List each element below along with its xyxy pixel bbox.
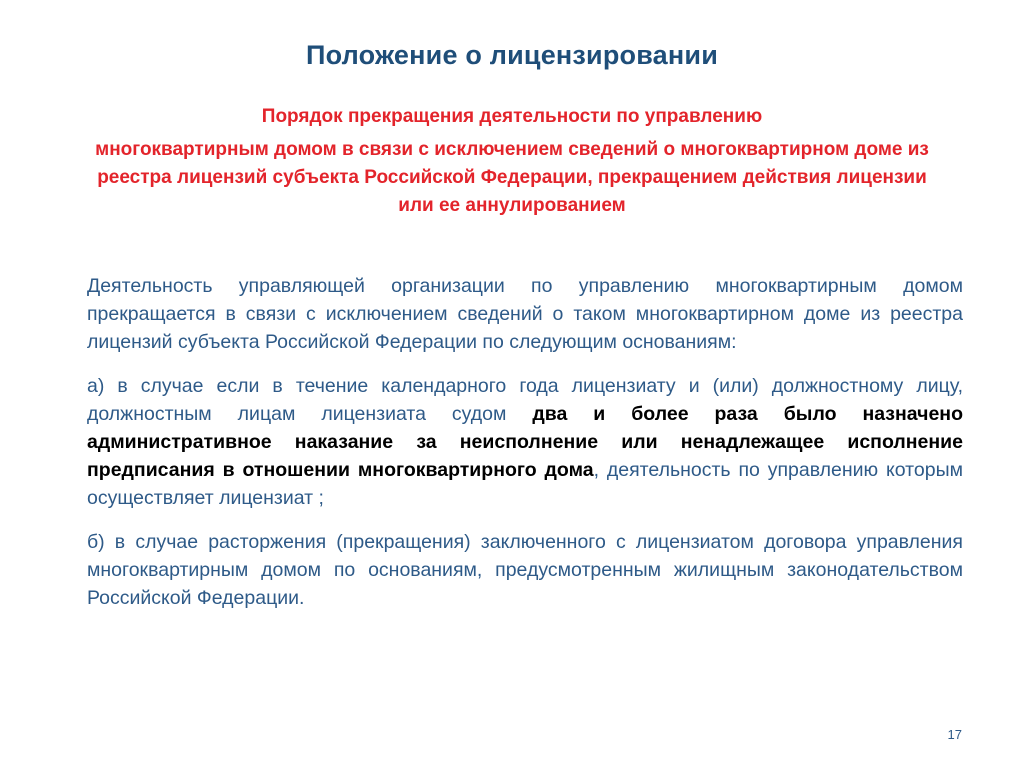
slide-body (87, 272, 963, 612)
paragraph-a-suffix: , деятельность по управлению которым осуществляет лицензиат ; (87, 459, 964, 509)
page-number: 17 (947, 727, 962, 742)
slide-subtitle (90, 101, 934, 220)
paragraph-intro: Деятельность управляющей организации по управлению многоквартирным домом прекращается в связи с исключением сведений о таком многоквартирном доме из реестра лицензий субъекта Российской Федерации по следующим основаниям: (87, 275, 963, 353)
paragraph-b: б) в случае расторжения (прекращения) заключенного с лицензиатом договора управления многоквартирным домом по основаниям, предусмотренным жилищным законодательством Российской Федерации. (87, 531, 963, 609)
slide-title: Положение о лицензировании (305, 40, 719, 70)
paragraph-a (87, 372, 963, 512)
paragraph-a-prefix: а) в случае если в течение календарного года лицензиату и (или) должностному лицу, должностным лицам лицензиата судом (87, 375, 963, 425)
paragraph-a-emphasis: два и более раза было назначено административное наказание за неисполнение или ненадлежащее исполнение предписания в отношении многоквартирного дома (87, 403, 963, 481)
subtitle-line-2: многоквартирным домом в связи с исключением сведений о многоквартирном доме из реестра лицензий субъекта Российской Федерации, прекращением действия лицензии или ее аннулированием (95, 139, 929, 216)
subtitle-line-1: Порядок прекращения деятельности по управлению (261, 106, 763, 127)
